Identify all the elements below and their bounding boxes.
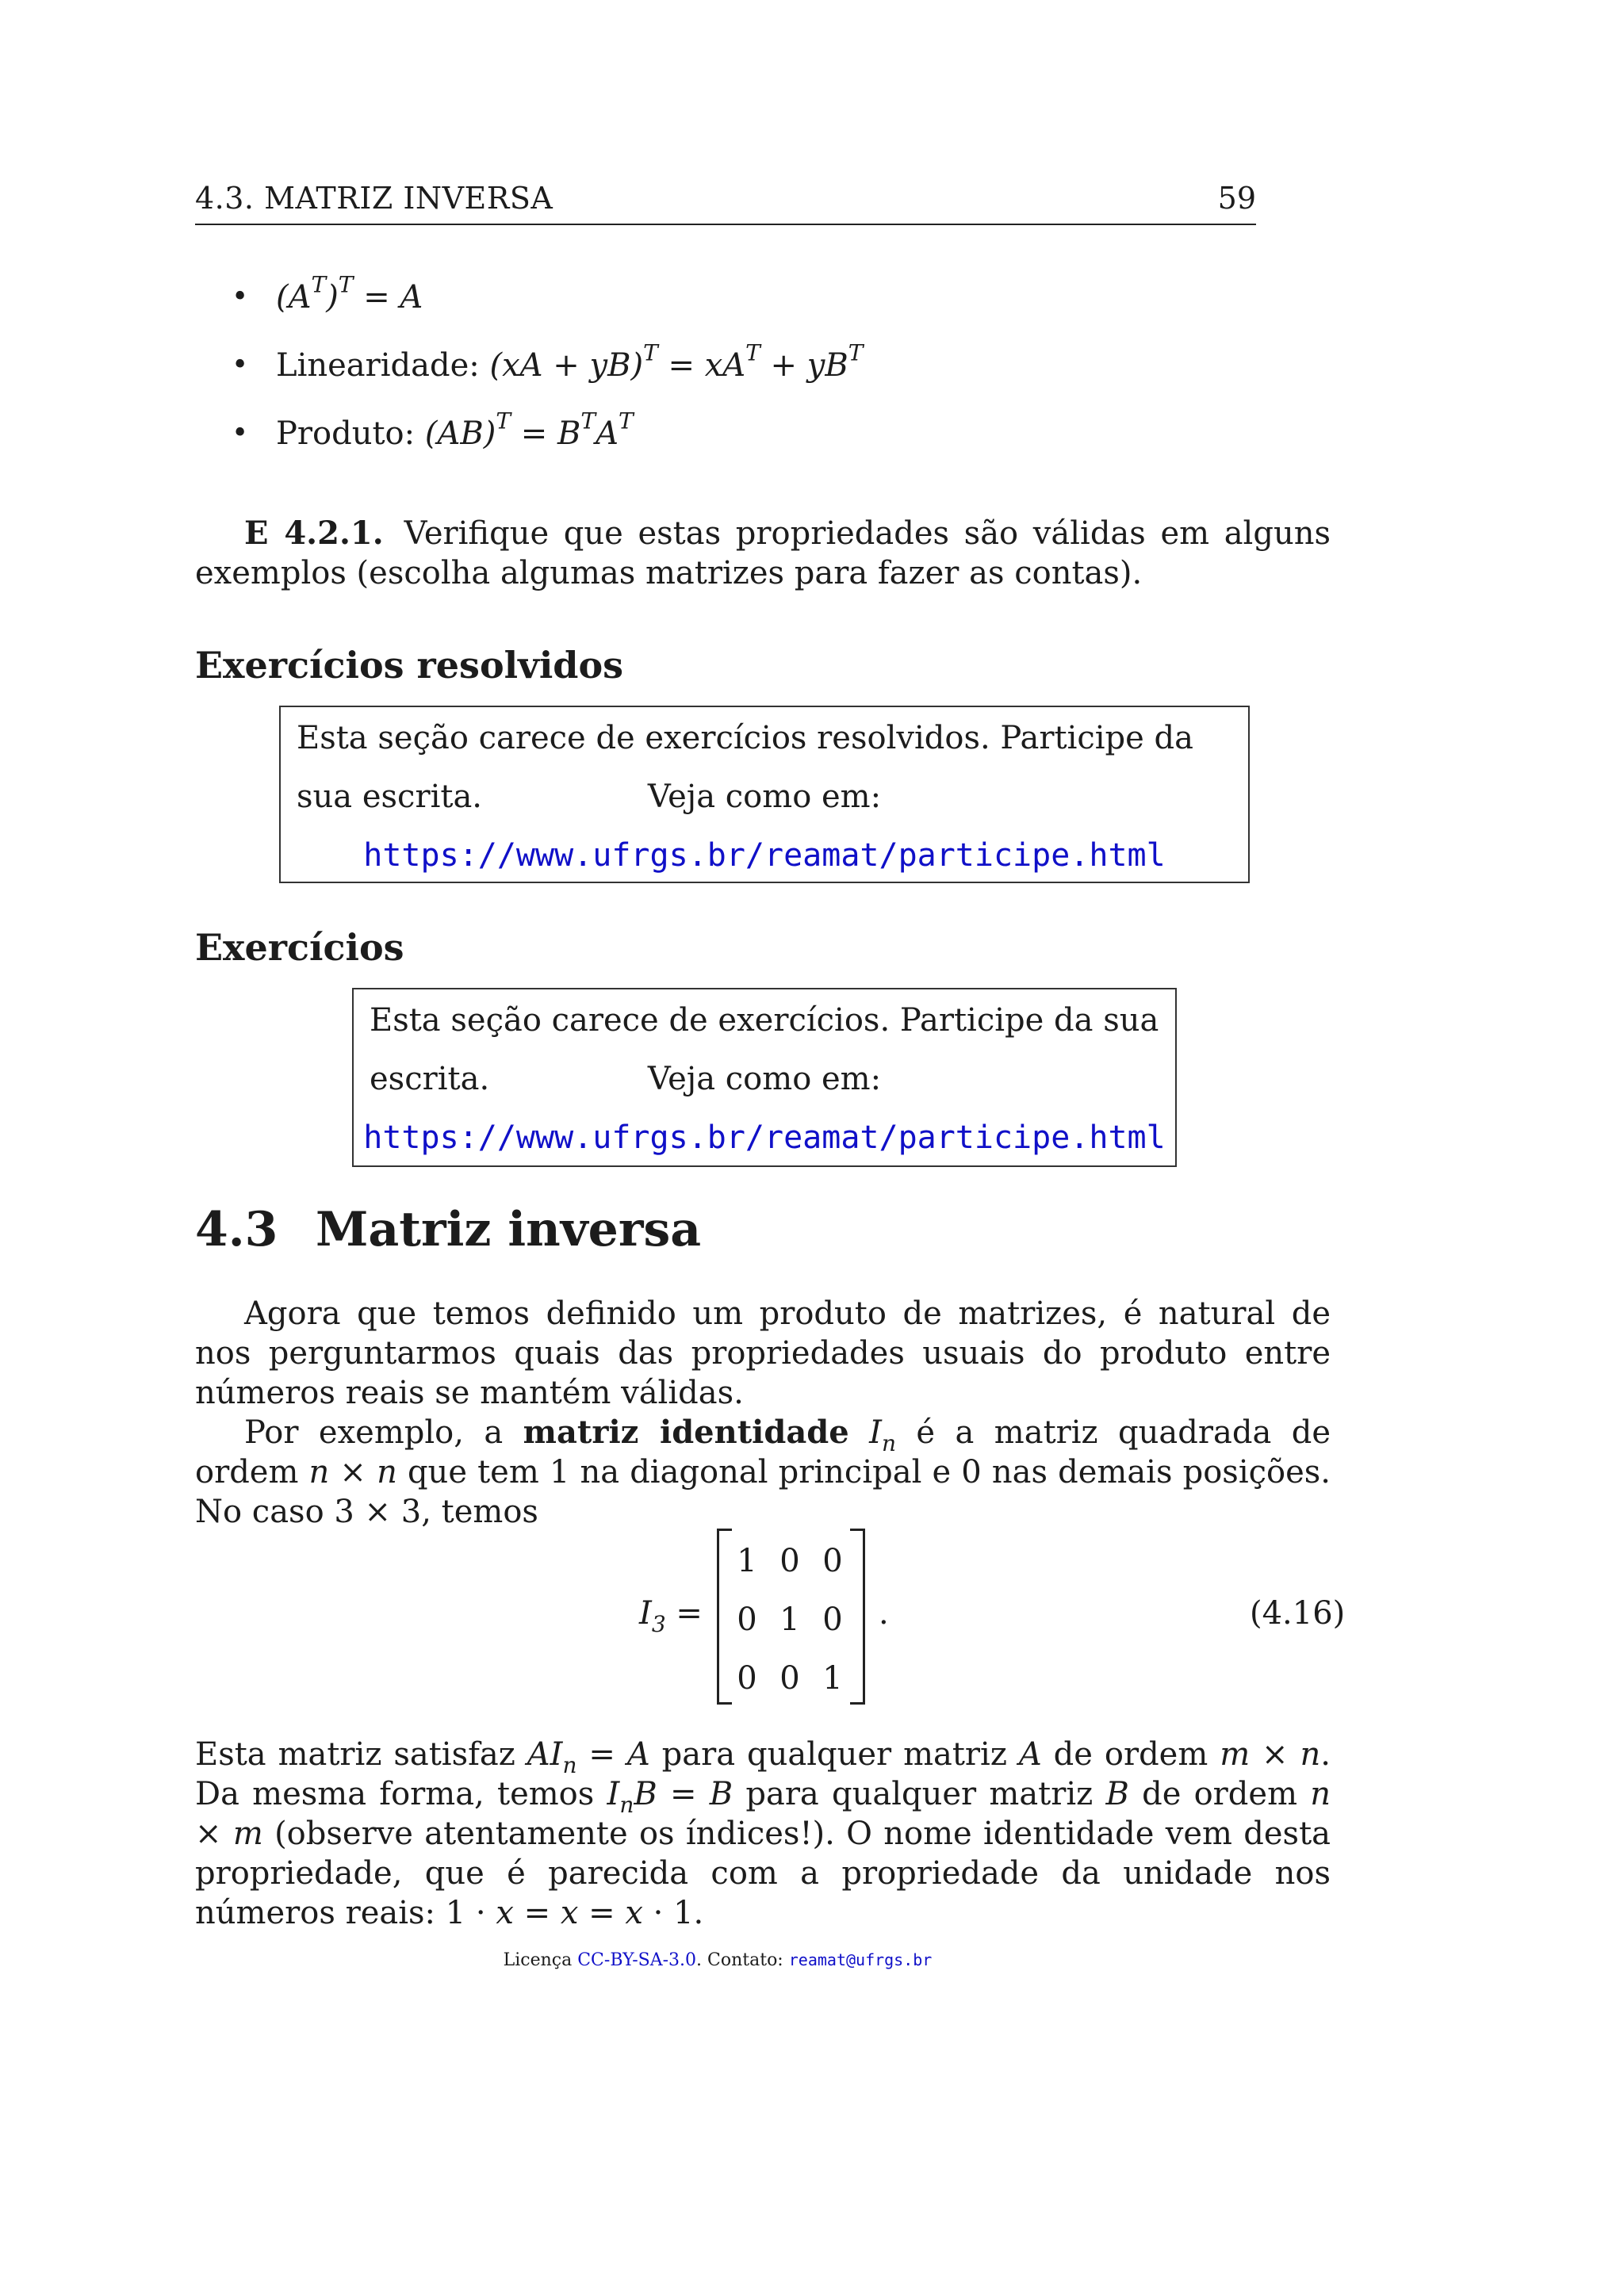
list-item-formula: $(AB)^T = B^TA^T$ xyxy=(424,408,634,452)
exercises-notice-box xyxy=(352,988,1177,1167)
matrix-entry: 0 xyxy=(779,1543,800,1579)
list-item xyxy=(230,338,1261,406)
notice-text: Esta seção carece de exercícios. Participe da sua escrita. xyxy=(370,1002,1159,1097)
notice-see-how: Veja como em: xyxy=(647,779,882,815)
solved-exercises-notice-box xyxy=(279,706,1250,883)
exercise-text: Verifique que estas propriedades são válidas em alguns exemplos (escolha algumas matrizes para fazer as contas). xyxy=(195,515,1331,591)
contact-email-link[interactable]: reamat@ufrgs.br xyxy=(788,1950,933,1969)
list-item-formula: $(A^T)^T = A$ xyxy=(276,271,423,316)
equation-number: (4.16) xyxy=(1250,1595,1346,1632)
license-label: Licença xyxy=(503,1950,573,1970)
matrix-entry: 0 xyxy=(822,1543,843,1579)
footer xyxy=(0,1950,1435,1970)
bullet-icon: • xyxy=(232,349,249,381)
list-item xyxy=(230,406,1261,474)
participate-link[interactable]: https://www.ufrgs.br/reamat/participe.html xyxy=(363,837,1166,874)
participate-link[interactable]: https://www.ufrgs.br/reamat/participe.html xyxy=(363,1119,1166,1156)
page-number: 59 xyxy=(1217,181,1256,216)
contact-label: . Contato: xyxy=(696,1950,783,1970)
notice-see-how: Veja como em: xyxy=(647,1061,882,1097)
equation-lhs: $I_3$ = xyxy=(639,1595,703,1637)
exercise-number: E 4.2.1. xyxy=(244,515,384,552)
matrix-entry: 0 xyxy=(822,1601,843,1638)
text-run: que tem 1 na diagonal principal e 0 nas demais posições. No caso 3 × 3, temos xyxy=(195,1454,1331,1530)
list-item-label: Linearidade: xyxy=(276,347,490,384)
matrix-entry: 0 xyxy=(737,1660,757,1697)
matrix-left-bracket xyxy=(717,1529,732,1705)
license-link[interactable]: CC-BY-SA-3.0 xyxy=(577,1950,697,1970)
matrix-entry: 1 xyxy=(822,1660,843,1697)
bullet-icon: • xyxy=(232,417,249,450)
solved-exercises-heading: Exercícios resolvidos xyxy=(195,644,624,687)
matrix-entry: 0 xyxy=(779,1660,800,1697)
notice-text: Esta seção carece de exercícios resolvidos. Participe da sua escrita. xyxy=(297,720,1193,815)
property-list xyxy=(230,270,1261,474)
paragraph-identity-definition: Por exemplo, a matriz identidade $I_n$ é a matriz quadrada de ordem n × n que tem 1 na diagonal principal e 0 nas demais posições. No caso 3 × 3, temos xyxy=(195,1414,1331,1530)
list-item xyxy=(230,270,1261,338)
bold-term: matriz identidade xyxy=(523,1414,849,1451)
exercise-statement xyxy=(195,514,1331,593)
matrix-entry: 1 xyxy=(779,1601,800,1638)
equation-period: . xyxy=(879,1595,889,1632)
paragraph-identity-property: Esta matriz satisfaz $AI_n = A$ para qualquer matriz A de ordem m × n. Da mesma forma, temos $I_nB = B$ para qualquer matriz B de ordem n × m (observe atentamente os índices!). O nome identidade vem desta propriedade, que é parecida com a propriedade da unidade nos números reais: 1 · x = x = x · 1. xyxy=(195,1736,1331,1931)
section-title: Matriz inversa xyxy=(316,1202,702,1257)
exercises-heading: Exercícios xyxy=(195,926,404,969)
bullet-icon: • xyxy=(232,281,249,313)
text-run: é a matriz quadrada de ordem xyxy=(195,1414,1331,1490)
text-run: Por exemplo, a xyxy=(244,1414,523,1451)
list-item-formula: $(xA + yB)^T = xA^T + yB^T$ xyxy=(489,339,864,384)
matrix-entry: 1 xyxy=(737,1543,757,1579)
list-item-label: Produto: xyxy=(276,415,425,452)
header-section-title: 4.3. MATRIZ INVERSA xyxy=(195,181,553,216)
paragraph: Agora que temos definido um produto de matrizes, é natural de nos perguntarmos quais das propriedades usuais do produto entre números reais se mantém válidas. xyxy=(195,1295,1331,1411)
matrix-right-bracket xyxy=(850,1529,865,1705)
running-header xyxy=(195,181,1256,225)
section-number: 4.3 xyxy=(195,1202,278,1257)
matrix-entry: 0 xyxy=(737,1601,757,1638)
